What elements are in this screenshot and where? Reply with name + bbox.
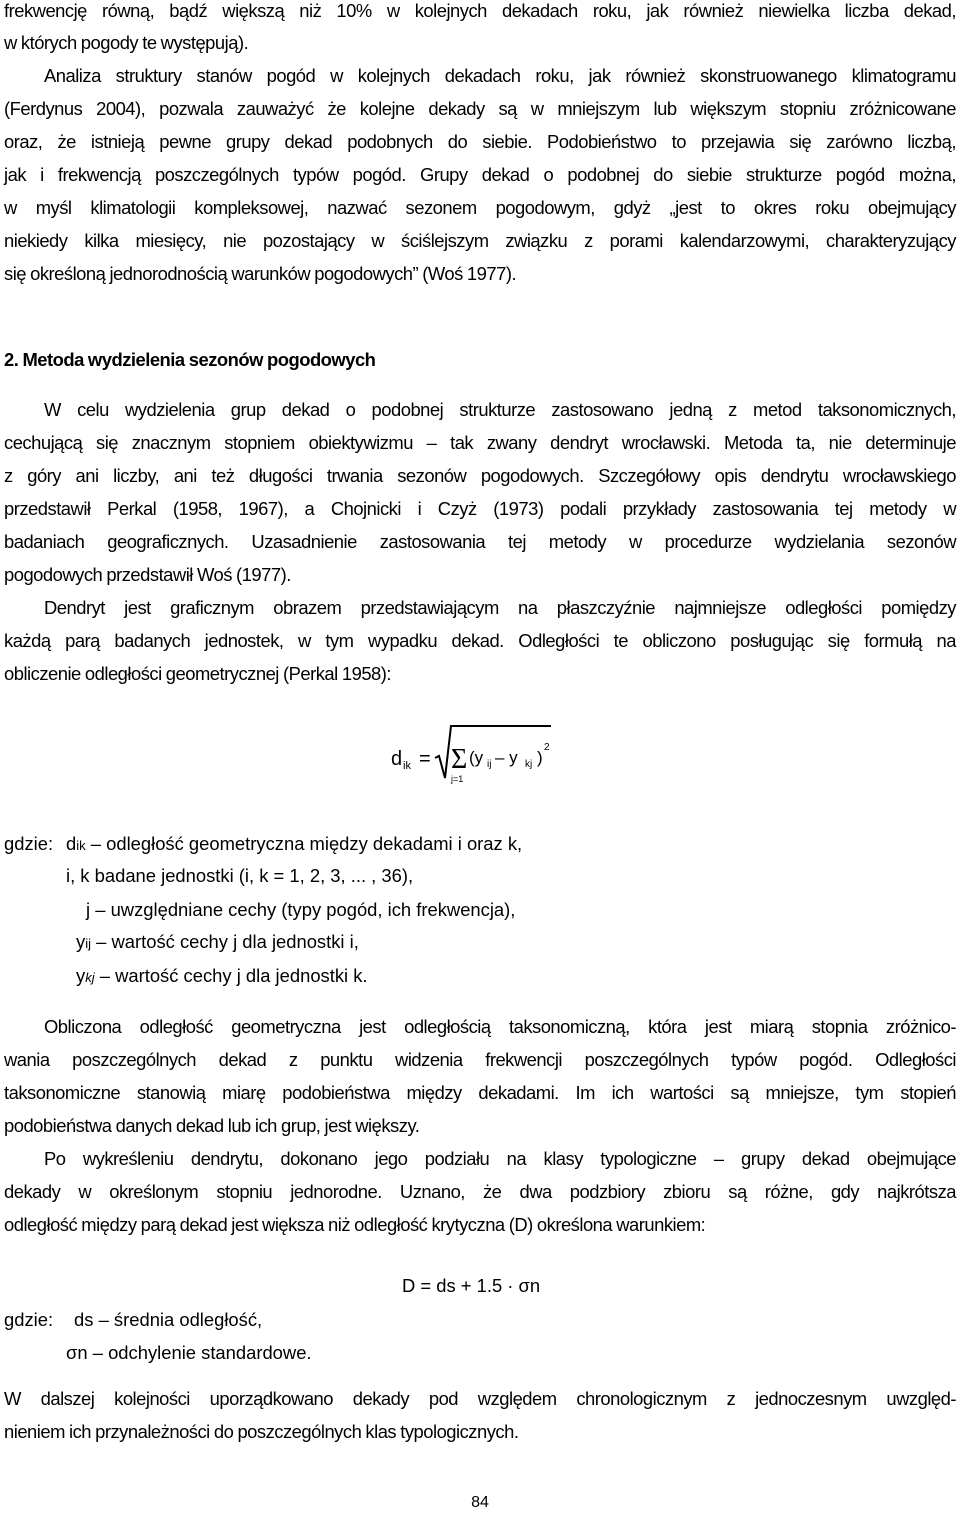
- definition-item: [66, 1341, 312, 1365]
- text-line: Po wykreśleniu dendrytu, dokonano jego podziału na klasy typologiczne – grupy dekad obejmujące: [44, 1148, 956, 1169]
- def-description: wartość cechy j dla jednostki i,: [111, 931, 359, 952]
- definition-item: [76, 930, 359, 956]
- section-heading: 2. Metoda wydzielenia sezonów pogodowych: [4, 349, 376, 370]
- text-line: z góry ani liczby, ani też długości trwania sezonów pogodowych. Szczegółowy opis dendrytu wrocławskiego: [4, 465, 956, 486]
- sum-sign: Σ: [451, 744, 468, 775]
- text-line: cechującą się znacznym stopniem obiektywizmu – tak zwany dendryt wrocławski. Metoda ta, nie determinuje: [4, 432, 956, 453]
- text-line: wania poszczególnych dekad z punktu widzenia frekwencji poszczególnych typów pogód. Odległości: [4, 1049, 956, 1070]
- text-line: taksonomiczne stanowią miarę podobieństwa między dekadami. Im ich wartości są mniejsze, tym stopień: [4, 1082, 956, 1103]
- text-line: dekady w określonym stopniu jednorodne. Uznano, że dwa podzbiory zbioru są różne, gdy najkrótsza: [4, 1181, 956, 1202]
- text-line: Analiza struktury stanów pogód w kolejnych dekadach roku, jak również skonstruowanego klimatogramu: [44, 65, 956, 86]
- def-symbol: j: [86, 899, 91, 920]
- def-dash: –: [95, 899, 106, 920]
- def-description: odchylenie standardowe.: [108, 1342, 312, 1363]
- definition-item: [86, 898, 515, 922]
- def-description: średnia odległość,: [113, 1309, 263, 1330]
- text-line: jak i frekwencją poszczególnych typów pogód. Grupy dekad o podobnej do siebie strukturze pogód można,: [4, 164, 956, 185]
- def-description: badane jednostki (i, k = 1, 2, 3, ... , 36),: [94, 865, 414, 886]
- formula-lhs: d: [391, 748, 403, 770]
- def-symbol: y: [76, 965, 86, 986]
- text-line: niekiedy kilka miesięcy, nie pozostający w ściślejszym związku z porami kalendarzowymi, charakteryzujący: [4, 230, 956, 251]
- text-line: frekwencję równą, bądź większą niż 10% w kolejnych dekadach roku, jak również niewielka liczba dekad,: [4, 0, 956, 21]
- formula-power: 2: [544, 742, 550, 753]
- def-dash: –: [90, 833, 101, 854]
- def-subscript: ik: [76, 838, 86, 853]
- formula-y2-sub: kj: [525, 759, 533, 770]
- text-line: pogodowych przedstawił Woś (1977).: [4, 564, 291, 585]
- where-intro: gdzie:: [4, 1309, 54, 1330]
- def-description: odległość geometryczna między dekadami i oraz k,: [106, 833, 523, 854]
- text-line: odległość między parą dekad jest większa niż odległość krytyczna (D) określona warunkiem:: [4, 1214, 706, 1235]
- def-dash: –: [98, 1309, 109, 1330]
- formula-minus: – y: [495, 748, 518, 767]
- formula-y1-sub: ij: [487, 759, 492, 770]
- text-line: podobieństwa danych dekad lub ich grup, jest większy.: [4, 1115, 420, 1136]
- text-line: Dendryt jest graficznym obrazem przedstawiającym na płaszczyźnie najmniejsze odległości pomiędzy: [44, 597, 956, 618]
- def-description: wartość cechy j dla jednostki k.: [115, 965, 368, 986]
- definition-item: [76, 964, 368, 990]
- text-line: (Ferdynus 2004), pozwala zauważyć że kolejne dekady są w mniejszym lub większym stopniu zróżnicowane: [4, 98, 956, 119]
- text-line: W celu wydzielenia grup dekad o podobnej strukturze zastosowano jedną z metod taksonomicznych,: [44, 399, 956, 420]
- def-symbol: σn: [66, 1342, 88, 1363]
- critical-distance-formula: D = ds + 1.5 · σn: [402, 1275, 541, 1296]
- def-dash: –: [92, 1342, 103, 1363]
- where-intro: gdzie:: [4, 833, 54, 854]
- def-symbol: i, k: [66, 865, 90, 886]
- def-dash: –: [99, 965, 110, 986]
- text-line: każdą parą badanych jednostek, w tym wypadku dekad. Odległości te obliczono posługując się formułą na: [4, 630, 956, 651]
- def-subscript: ij: [85, 936, 91, 951]
- page-number: 84: [471, 1494, 489, 1511]
- def-symbol: ds: [74, 1309, 94, 1330]
- def-symbol: d: [66, 833, 77, 854]
- text-line: w myśl klimatologii kompleksowej, nazwać sezonem pogodowym, gdyż „jest to okres roku obejmujący: [4, 197, 956, 218]
- definition-item: [74, 1308, 262, 1332]
- text-line: W dalszej kolejności uporządkowano dekady pod względem chronologicznym z jednoczesnym uwzględ-: [4, 1388, 956, 1409]
- text-line: badaniach geograficznych. Uzasadnienie zastosowania tej metody w procedurze wydzielania sezonów: [4, 531, 956, 552]
- text-line: przedstawił Perkal (1958, 1967), a Chojnicki i Czyż (1973) podali przykłady zastosowania tej metody w: [4, 498, 956, 519]
- definition-item: [66, 832, 522, 858]
- sum-lower: j=1: [451, 774, 464, 784]
- text-line: Obliczona odległość geometryczna jest odległością taksonomiczną, która jest miarą stopnia zróżnico-: [44, 1016, 956, 1037]
- formula-body-open: (y: [469, 748, 484, 767]
- def-dash: –: [96, 931, 107, 952]
- formula-body-close: ): [537, 748, 543, 767]
- def-description: uwzględniane cechy (typy pogód, ich frekwencja),: [110, 899, 516, 920]
- distance-formula: [389, 720, 553, 786]
- text-line: w których pogody te występują).: [4, 32, 249, 53]
- definition-item: [66, 864, 413, 888]
- text-line: obliczenie odległości geometrycznej (Perkal 1958):: [4, 663, 392, 684]
- text-line: nieniem ich przynależności do poszczególnych klas typologicznych.: [4, 1421, 519, 1442]
- text-line: się określoną jednorodnością warunków pogodowych” (Woś 1977).: [4, 263, 517, 284]
- formula-eq: =: [419, 748, 431, 770]
- text-line: oraz, że istnieją pewne grupy dekad podobnych do siebie. Podobieństwo to przejawia się zarówno liczbą,: [4, 131, 956, 152]
- def-subscript: kj: [85, 970, 95, 985]
- def-symbol: y: [76, 931, 86, 952]
- formula-lhs-sub: ik: [403, 760, 411, 772]
